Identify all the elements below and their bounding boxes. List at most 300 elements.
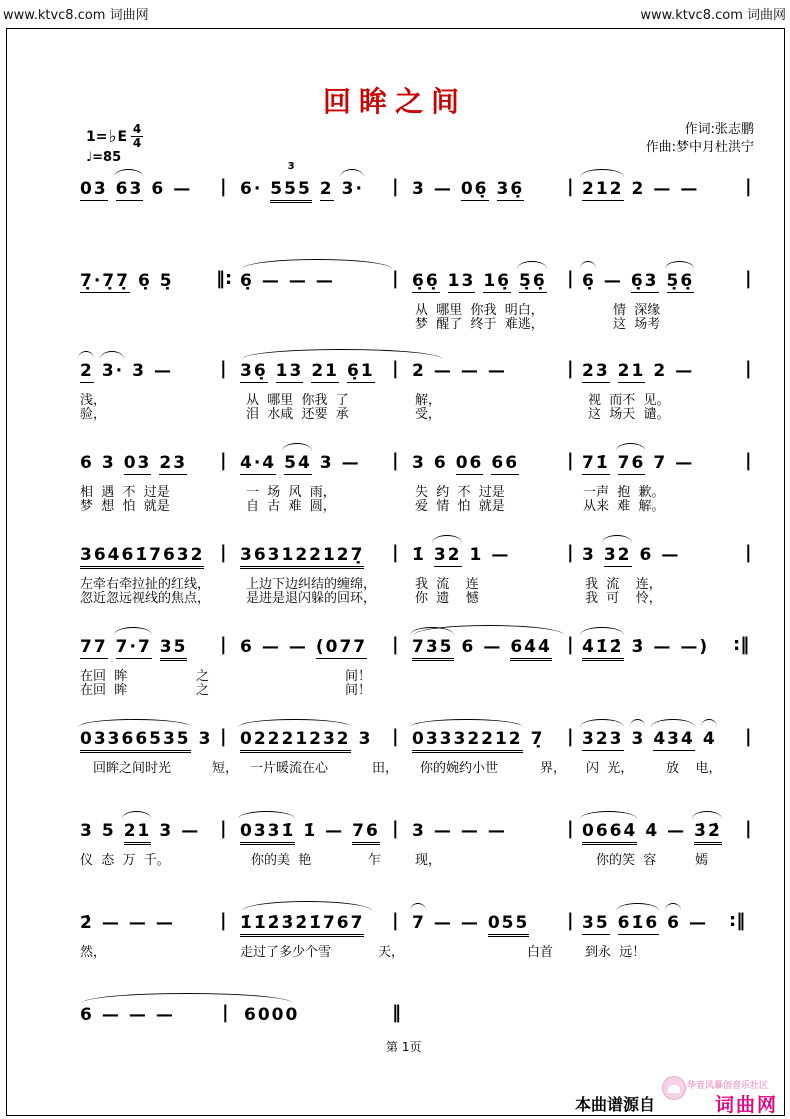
- note-text: 3: [101, 453, 116, 473]
- note-token: [618, 912, 660, 935]
- note-token: [347, 360, 375, 383]
- barline: |: [567, 542, 574, 563]
- lyric-segment: 左牵右牵拉扯的红线，: [80, 577, 211, 592]
- lyric-segment: 回眸之间时光: [93, 761, 172, 776]
- note-token: [412, 544, 426, 566]
- slur-arc: [692, 811, 722, 819]
- note-token: [102, 1004, 121, 1026]
- lyric-segment: 放 电，: [666, 761, 722, 776]
- note-token: [80, 636, 108, 659]
- lyric-segment: 短，: [212, 761, 239, 776]
- note-token: [262, 636, 281, 658]
- measure: [80, 544, 212, 569]
- note-token: [653, 452, 667, 474]
- lyric-segment: 天，: [378, 945, 405, 960]
- note-text: —: [653, 637, 673, 657]
- measure: [240, 161, 372, 203]
- barline: |: [220, 818, 227, 839]
- barline: |: [745, 176, 752, 197]
- note-token: [116, 178, 144, 201]
- measure: [80, 912, 183, 934]
- lyric-segment: 走过了多少个雪: [240, 945, 332, 960]
- lyric-segment: 一 场 风 雨，: [246, 485, 336, 500]
- note-token: [653, 178, 672, 200]
- lyric-segment: 从 哪里 你我 明白，: [415, 303, 544, 318]
- flat-icon: ♭: [108, 126, 117, 147]
- source-label: 本曲谱源自: [575, 1095, 656, 1114]
- note-text: 76: [617, 453, 646, 473]
- note-text: 3·: [101, 361, 125, 381]
- note-text: —: [661, 545, 681, 565]
- slur-arc: [602, 535, 632, 543]
- note-text: 6: [433, 453, 448, 473]
- score-line: [0, 161, 790, 248]
- lyric-segment: 梦 想 怕 就是: [80, 499, 170, 514]
- barline: ‖:: [216, 268, 233, 289]
- note-text: 6̣: [582, 271, 596, 291]
- note-text: —: [667, 821, 687, 841]
- note-text: 7̣: [530, 729, 545, 749]
- barline: |: [220, 726, 227, 747]
- measure: [244, 1004, 307, 1026]
- score-line: [0, 820, 790, 890]
- note-token: [80, 912, 94, 934]
- note-text: (077: [315, 637, 368, 657]
- lyric-segment: 泪 水咸 还要 承: [246, 407, 349, 422]
- score-line: [0, 544, 790, 614]
- note-token: [491, 452, 519, 475]
- score-line: [0, 452, 790, 522]
- note-token: [519, 270, 547, 293]
- note-token: [240, 728, 351, 753]
- note-text: 1̇1̇2̇3̇2̇1̇767: [240, 913, 365, 933]
- note-token: [632, 728, 646, 750]
- note-text: 434: [653, 729, 695, 749]
- slur-arc: [410, 627, 454, 635]
- note-token: [159, 452, 187, 475]
- note-text: 3: [412, 453, 426, 473]
- note-token: [618, 452, 646, 475]
- note-text: —: [128, 913, 148, 933]
- note-text: —: [155, 913, 175, 933]
- note-text: —: [460, 913, 480, 933]
- note-text: —: [603, 271, 623, 291]
- note-text: 3: [80, 821, 94, 841]
- barline: |: [745, 542, 752, 563]
- note-text: —: [325, 821, 345, 841]
- note-text: 212: [582, 179, 624, 199]
- note-text: 4: [702, 729, 717, 749]
- slur-arc: [701, 719, 717, 727]
- note-text: 36461̇7632: [80, 545, 205, 565]
- note-token: [352, 820, 380, 845]
- note-text: 7̣·7̣7̣: [80, 271, 130, 291]
- note-token: [582, 912, 610, 935]
- note-text: 6̣6̣: [412, 271, 440, 291]
- measure: [582, 544, 688, 567]
- barline: ‖: [392, 1002, 401, 1023]
- lyric-segment: 验，: [80, 407, 107, 422]
- lyric-segment: 解，: [415, 393, 442, 408]
- note-text: —): [680, 637, 710, 657]
- note-text: 1̇: [412, 545, 426, 565]
- note-text: 7: [653, 453, 668, 473]
- note-token: [160, 636, 188, 661]
- slur-arc: [665, 261, 695, 269]
- note-text: 5̣6̣: [666, 271, 695, 291]
- note-token: [604, 544, 632, 567]
- measure: [412, 636, 560, 661]
- barline: |: [567, 910, 574, 931]
- slur-arc: [82, 993, 292, 1003]
- note-text: —: [460, 361, 480, 381]
- lyric-segment: 闪 光，: [586, 761, 634, 776]
- note-token: [645, 820, 659, 842]
- note-token: [138, 270, 152, 292]
- barline: |: [392, 450, 399, 471]
- note-text: 3̇: [631, 637, 646, 657]
- brand-logo-icon: [662, 1076, 686, 1100]
- note-token: [80, 270, 130, 293]
- measure: [582, 728, 725, 751]
- note-token: [510, 636, 552, 661]
- note-token: [129, 912, 148, 934]
- site-watermark-right: www.ktvc8.com 词曲网: [640, 8, 786, 23]
- lyric-segment: 田，: [372, 761, 399, 776]
- note-text: 32: [433, 545, 462, 565]
- slur-arc: [580, 169, 624, 177]
- measure: [80, 1004, 183, 1026]
- note-token: [434, 820, 453, 842]
- note-text: 2: [412, 361, 426, 381]
- lyric-segment: 自 古 难 圆，: [246, 499, 336, 514]
- page-number: 第 1页: [386, 1040, 422, 1054]
- note-token: [342, 178, 364, 200]
- note-text: —: [101, 1005, 121, 1025]
- note-token: [434, 544, 462, 567]
- note-text: 3·: [341, 179, 364, 199]
- note-text: 3: [319, 453, 334, 473]
- slur-arc: [580, 719, 624, 727]
- note-text: 5̣6̣: [519, 271, 547, 291]
- note-token: [240, 360, 268, 383]
- lyricist: 作词:张志鹏: [684, 122, 754, 137]
- barline: |: [392, 818, 399, 839]
- note-token: [497, 178, 525, 201]
- time-bottom: 4: [132, 136, 142, 150]
- note-text: 76: [352, 821, 380, 841]
- measure: [240, 912, 372, 937]
- note-token: [491, 544, 510, 566]
- note-token: [412, 270, 440, 293]
- lyric-segment: 这 场天 谴。: [588, 407, 670, 422]
- note-text: —: [433, 179, 453, 199]
- slur-arc: [580, 627, 624, 635]
- measure: [412, 912, 537, 937]
- measure: [240, 636, 375, 659]
- note-text: 5: [101, 821, 116, 841]
- tempo-marking: ♩=85: [86, 150, 122, 165]
- note-text: —: [288, 271, 308, 291]
- barline: |: [567, 450, 574, 471]
- note-token: [240, 178, 262, 200]
- note-token: [632, 636, 646, 658]
- barline: |: [567, 358, 574, 379]
- note-token: [461, 820, 480, 842]
- slur-arc: [410, 719, 523, 727]
- note-text: 23: [159, 453, 188, 473]
- lyric-segment: 嫣: [695, 853, 709, 868]
- lyric-segment: 梦 醒了 终于 难逃，: [415, 317, 544, 332]
- note-text: 21: [123, 821, 152, 841]
- note-token: [582, 728, 624, 751]
- lyric-segment: 乍: [368, 853, 382, 868]
- note-token: [316, 636, 367, 659]
- note-text: —: [261, 271, 281, 291]
- note-token: [154, 360, 173, 382]
- note-text: —: [675, 453, 695, 473]
- barline: :‖: [729, 910, 746, 931]
- lyric-segment: 你的婉约小世: [420, 761, 499, 776]
- lyric-segment: 在回 眸: [80, 669, 128, 684]
- measure: [80, 820, 208, 845]
- lyric-segment: 失 约 不 过是: [415, 485, 505, 500]
- barline: |: [567, 268, 574, 289]
- note-token: [262, 270, 281, 292]
- note-token: [181, 820, 200, 842]
- note-text: 2: [653, 361, 668, 381]
- note-token: [129, 1004, 148, 1026]
- note-token: [461, 178, 489, 201]
- note-text: 2: [319, 179, 334, 199]
- key-prefix: 1=: [86, 128, 108, 145]
- lyric-segment: 间！: [345, 683, 372, 698]
- lyric-segment: 然，: [80, 945, 107, 960]
- lyric-segment: 忽近忽远视线的焦点，: [80, 591, 211, 606]
- lyric-segment: 到永 远！: [585, 945, 646, 960]
- lyric-segment: 相 遇 不 过是: [80, 485, 170, 500]
- slur-arc: [580, 261, 596, 269]
- note-text: 6̣: [240, 271, 254, 291]
- slur-arc: [78, 351, 94, 359]
- barline: |: [220, 634, 227, 655]
- song-title: 回眸之间: [322, 85, 467, 118]
- note-token: [675, 360, 694, 382]
- lyric-segment: 我 可 怜，: [585, 591, 662, 606]
- slur-arc: [630, 719, 646, 727]
- note-token: [320, 452, 334, 474]
- note-token: [582, 178, 624, 201]
- note-text: 6: [80, 453, 94, 473]
- note-text: 363122127̣: [240, 545, 365, 565]
- note-text: 77: [80, 637, 108, 657]
- lyric-segment: 我 流 连，: [585, 577, 662, 592]
- note-text: 3: [159, 821, 174, 841]
- slur-arc: [242, 259, 392, 269]
- note-token: [703, 728, 717, 750]
- note-token: [412, 912, 426, 934]
- key-note: E: [117, 128, 128, 145]
- note-token: [240, 912, 364, 937]
- lyric-segment: 仪 态 万 千。: [80, 853, 170, 868]
- barline: :‖: [733, 634, 750, 655]
- barline: |: [220, 358, 227, 379]
- note-token: [240, 270, 254, 292]
- note-token: [483, 636, 502, 658]
- note-token: [462, 636, 476, 658]
- note-token: [488, 820, 507, 842]
- note-text: —: [460, 821, 480, 841]
- site-watermark-left: www.ktvc8.com 词曲网: [3, 8, 149, 23]
- brand-name: 词曲网: [715, 1094, 779, 1116]
- note-text: 6: [667, 913, 682, 933]
- note-text: 03332212: [412, 729, 523, 749]
- note-text: 6: [240, 637, 254, 657]
- note-text: 735: [412, 637, 454, 657]
- note-text: 03: [123, 453, 152, 473]
- note-token: [289, 636, 308, 658]
- note-token: [618, 360, 646, 383]
- note-token: [694, 820, 722, 845]
- slur-arc: [78, 719, 191, 727]
- note-text: 4̇1̇2̇: [582, 637, 624, 657]
- note-text: 0331̇: [240, 821, 296, 841]
- barline: |: [745, 358, 752, 379]
- note-token: [412, 728, 523, 753]
- slur-arc: [616, 443, 646, 451]
- note-text: 2: [80, 361, 94, 381]
- note-text: 36̣: [240, 361, 268, 381]
- note-text: 4̇: [645, 821, 660, 841]
- note-text: 06: [455, 453, 484, 473]
- score-line: [0, 270, 790, 340]
- note-token: [461, 360, 480, 382]
- note-text: —: [689, 913, 709, 933]
- barline: |: [392, 176, 399, 197]
- slur-arc: [580, 811, 637, 819]
- barline: |: [222, 1002, 229, 1023]
- note-text: —: [487, 361, 507, 381]
- note-token: [244, 1004, 299, 1026]
- lyric-segment: 一片暖流在心: [250, 761, 329, 776]
- barline: |: [220, 450, 227, 471]
- lyric-segment: 你的美 艳: [251, 853, 312, 868]
- lyric-segment: 间！: [345, 669, 372, 684]
- note-token: [156, 912, 175, 934]
- note-text: 555: [270, 179, 312, 199]
- note-token: [582, 452, 610, 475]
- note-text: —: [491, 545, 511, 565]
- measure: [240, 544, 372, 569]
- note-token: [116, 636, 152, 659]
- score-line: [0, 360, 790, 430]
- note-text: 7: [412, 913, 426, 933]
- note-token: [412, 636, 454, 661]
- lyric-segment: 现，: [415, 853, 442, 868]
- triplet-mark: 3: [287, 161, 295, 172]
- note-text: 7·7: [115, 637, 152, 657]
- measure: [582, 820, 730, 845]
- note-text: 21: [311, 361, 340, 381]
- lyric-segment: 上边下边纠结的缠绵，: [246, 577, 377, 592]
- measure: [582, 270, 702, 293]
- measure: [240, 270, 343, 292]
- note-token: [640, 544, 654, 566]
- note-text: 6: [639, 545, 654, 565]
- note-text: 3: [582, 545, 596, 565]
- barline: |: [567, 726, 574, 747]
- slur-arc: [282, 443, 312, 451]
- measure: [582, 360, 702, 383]
- note-text: —: [155, 1005, 175, 1025]
- measure: [412, 452, 527, 475]
- note-text: 3: [412, 821, 426, 841]
- note-text: 66: [491, 453, 520, 473]
- measure: [582, 452, 702, 475]
- lyric-segment: 你 遗 憾: [415, 591, 479, 606]
- note-token: [156, 1004, 175, 1026]
- note-text: 055: [487, 913, 530, 933]
- note-text: 35: [159, 637, 188, 657]
- measure: [412, 820, 515, 842]
- score-line: [0, 912, 790, 982]
- note-text: 13: [447, 271, 476, 291]
- note-text: 6̣: [137, 271, 152, 291]
- note-token: [80, 452, 94, 474]
- lyric-segment: 受，: [415, 407, 442, 422]
- note-text: —: [181, 821, 201, 841]
- lyric-segment: 从 哪里 你我 了: [246, 393, 349, 408]
- note-text: —: [653, 179, 673, 199]
- note-token: [151, 178, 165, 200]
- lyric-segment: 我 流 连: [415, 577, 479, 592]
- measure: [412, 178, 532, 201]
- barline: |: [220, 542, 227, 563]
- note-text: 21: [617, 361, 646, 381]
- barline: |: [392, 634, 399, 655]
- measure: [240, 820, 388, 845]
- note-token: [470, 544, 484, 566]
- lyric-segment: 从来 难 解。: [583, 499, 665, 514]
- note-token: [531, 728, 545, 750]
- note-text: 32: [603, 545, 632, 565]
- measure: [582, 912, 716, 935]
- note-token: [303, 820, 317, 842]
- lyric-segment: 情 深缘: [613, 303, 661, 318]
- note-token: [582, 820, 637, 845]
- barline: |: [392, 542, 399, 563]
- note-token: [582, 360, 610, 383]
- note-token: [160, 270, 174, 292]
- note-token: [667, 820, 686, 842]
- note-text: 35: [582, 913, 610, 933]
- slur-arc: [517, 261, 547, 269]
- note-token: [488, 360, 507, 382]
- note-token: [102, 360, 124, 382]
- note-token: [667, 270, 695, 293]
- note-token: [173, 178, 192, 200]
- measure: [412, 728, 552, 753]
- slur-arc: [340, 169, 364, 177]
- note-token: [102, 452, 116, 474]
- barline: |: [745, 450, 752, 471]
- note-token: [582, 636, 624, 661]
- note-text: 54: [284, 453, 312, 473]
- barline: |: [567, 818, 574, 839]
- note-text: 03: [80, 179, 108, 199]
- note-text: 64̇4̇: [510, 637, 552, 657]
- note-token: [661, 544, 680, 566]
